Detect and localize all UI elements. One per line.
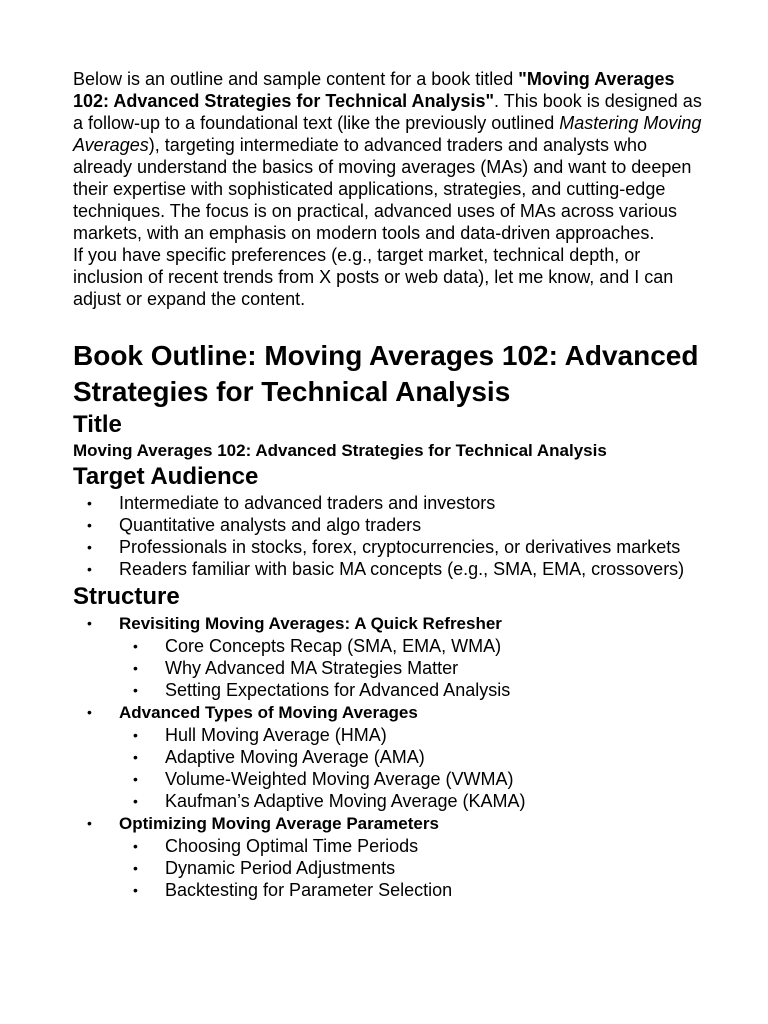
- bullet-icon: •: [133, 660, 138, 676]
- list-item-text: Volume-Weighted Moving Average (VWMA): [165, 769, 514, 789]
- list-item: [119, 768, 708, 790]
- intro-text-c: ), targeting intermediate to advanced traders and analysts who already understand the basics of moving averages (MAs) and want to deepen their expertise with sophisticated applications, strategies, and cutting-edge techniques. The focus is on practical, advanced uses of MAs across various markets, with an emphasis on modern tools and data-driven approaches.: [73, 135, 692, 243]
- list-item: [73, 536, 708, 558]
- list-item-text: Backtesting for Parameter Selection: [165, 880, 453, 900]
- structure-section: [73, 612, 708, 701]
- list-item-text: Kaufman’s Adaptive Moving Average (KAMA): [165, 791, 526, 811]
- list-item: [119, 835, 708, 857]
- list-item: [119, 724, 708, 746]
- structure-sublist: [119, 835, 708, 901]
- list-item: [73, 492, 708, 514]
- bullet-icon: •: [87, 815, 92, 831]
- list-item-text: Adaptive Moving Average (AMA): [165, 747, 425, 767]
- list-item-text: Core Concepts Recap (SMA, EMA, WMA): [165, 636, 502, 656]
- bullet-icon: •: [133, 793, 138, 809]
- intro-text-a: Below is an outline and sample content for a book titled: [73, 69, 519, 89]
- intro-section: [73, 68, 708, 310]
- intro-text-b: . This book is designed as a follow-up to a foundational text (like the previously outlined: [73, 91, 702, 133]
- list-item-text: Quantitative analysts and algo traders: [119, 515, 422, 535]
- intro-italic-title: Mastering Moving Averages: [73, 113, 702, 155]
- list-item: [119, 790, 708, 812]
- list-item-text: Hull Moving Average (HMA): [165, 725, 387, 745]
- structure-sublist: [119, 635, 708, 701]
- audience-heading: Target Audience: [73, 463, 259, 490]
- list-item-text: Professionals in stocks, forex, cryptocurrencies, or derivatives markets: [119, 537, 681, 557]
- bullet-icon: •: [87, 615, 92, 631]
- list-item: [119, 879, 708, 901]
- intro-book-title: "Moving Averages 102: Advanced Strategies for Technical Analysis": [73, 69, 675, 111]
- list-item: [119, 679, 708, 701]
- bullet-icon: •: [87, 561, 92, 577]
- list-item: [73, 558, 708, 580]
- list-item-text: Intermediate to advanced traders and investors: [119, 493, 496, 513]
- intro-paragraph-2: If you have specific preferences (e.g., target market, technical depth, or inclusion of recent trends from X posts or web data), let me know, and I can adjust or expand the content.: [73, 245, 674, 309]
- list-item: [119, 635, 708, 657]
- bullet-icon: •: [133, 771, 138, 787]
- bullet-icon: •: [133, 838, 138, 854]
- structure-section: [73, 812, 708, 901]
- bullet-icon: •: [87, 517, 92, 533]
- bullet-icon: •: [133, 638, 138, 654]
- structure-sublist: [119, 724, 708, 812]
- outline-heading: Book Outline: Moving Averages 102: Advanced Strategies for Technical Analysis: [73, 340, 699, 407]
- list-item-text: Why Advanced MA Strategies Matter: [165, 658, 459, 678]
- bullet-icon: •: [87, 704, 92, 720]
- structure-section-label: Advanced Types of Moving Averages: [119, 703, 418, 722]
- audience-list: [73, 492, 708, 580]
- structure-section-label: Revisiting Moving Averages: A Quick Refresher: [119, 614, 502, 633]
- list-item: [73, 514, 708, 536]
- book-title-value: Moving Averages 102: Advanced Strategies for Technical Analysis: [73, 441, 607, 460]
- bullet-icon: •: [87, 495, 92, 511]
- bullet-icon: •: [133, 749, 138, 765]
- bullet-icon: •: [133, 682, 138, 698]
- bullet-icon: •: [133, 882, 138, 898]
- list-item: [119, 657, 708, 679]
- bullet-icon: •: [133, 727, 138, 743]
- list-item-text: Readers familiar with basic MA concepts (e.g., SMA, EMA, crossovers): [119, 559, 685, 579]
- title-heading: Title: [73, 411, 122, 438]
- structure-section-label: Optimizing Moving Average Parameters: [119, 814, 439, 833]
- structure-list: [73, 612, 708, 901]
- structure-heading: Structure: [73, 583, 180, 610]
- list-item-text: Setting Expectations for Advanced Analysis: [165, 680, 511, 700]
- list-item: [119, 746, 708, 768]
- list-item-text: Choosing Optimal Time Periods: [165, 836, 419, 856]
- list-item-text: Dynamic Period Adjustments: [165, 858, 396, 878]
- list-item: [119, 857, 708, 879]
- bullet-icon: •: [133, 860, 138, 876]
- structure-section: [73, 701, 708, 812]
- intro-paragraph-1: [73, 68, 708, 244]
- bullet-icon: •: [87, 539, 92, 555]
